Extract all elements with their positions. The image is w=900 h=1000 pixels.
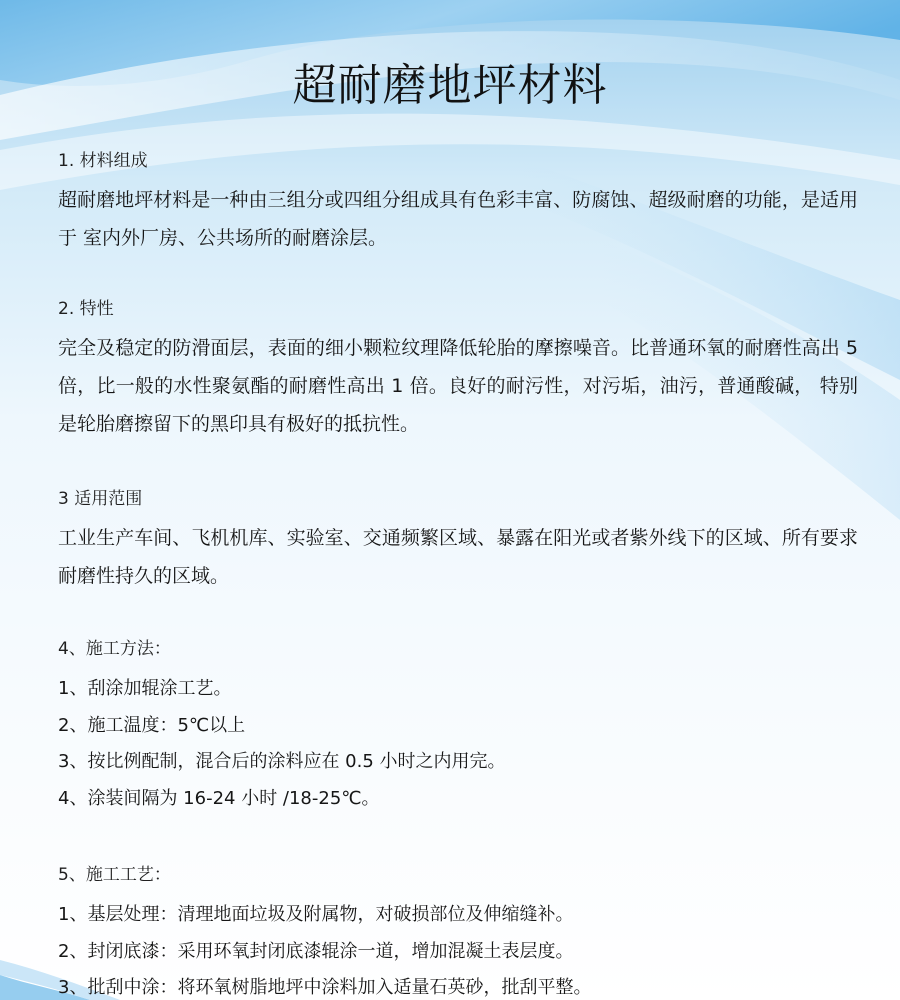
section-heading: 4、施工方法： [58, 639, 171, 659]
section-features [58, 298, 858, 443]
section-paragraph: 完全及稳定的防滑面层，表面的细小颗粒纹理降低轮胎的摩擦噪音。比普通环氧的耐磨性高出 5 倍，比一般的水性聚氨酯的耐磨性高出 1 倍。良好的耐污性，对污垢，油污，普通酸碱， 特别是轮胎磨擦留下的黑印具有极好的抵抗性。 [58, 337, 858, 435]
section-paragraph: 超耐磨地坪材料是一种由三组分或四组分组成具有色彩丰富、防腐蚀、超级耐磨的功能，是适用于 室内外厂房、公共场所的耐磨涂层。 [58, 189, 858, 249]
section-heading: 3 适用范围 [58, 489, 143, 509]
section-heading: 5、施工工艺： [58, 865, 171, 885]
list-item: 3、按比例配制，混合后的涂料应在 0.5 小时之内用完。 [58, 751, 506, 772]
list-item: 3、批刮中涂：将环氧树脂地坪中涂料加入适量石英砂，批刮平整。 [58, 977, 592, 998]
section-composition [58, 150, 858, 257]
list-item: 2、封闭底漆：采用环氧封闭底漆辊涂一道，增加混凝土表层度。 [58, 940, 574, 962]
section-process [58, 864, 858, 1000]
section-heading: 2. 特性 [58, 299, 114, 319]
list-item: 2、施工温度：5℃以上 [58, 714, 246, 736]
list-item: 1、刮涂加辊涂工艺。 [58, 678, 232, 699]
page-title: 超耐磨地坪材料 [292, 60, 608, 111]
list-item: 1、基层处理：清理地面垃圾及附属物，对破损部位及伸缩缝补。 [58, 904, 574, 925]
section-heading: 1. 材料组成 [58, 151, 148, 171]
section-method [58, 638, 858, 817]
section-paragraph: 工业生产车间、飞机机库、实验室、交通频繁区域、暴露在阳光或者紫外线下的区域、所有要求耐磨性持久的区域。 [58, 527, 858, 587]
list-item: 4、涂装间隔为 16-24 小时 /18-25℃。 [58, 787, 380, 809]
section-scope [58, 488, 858, 595]
